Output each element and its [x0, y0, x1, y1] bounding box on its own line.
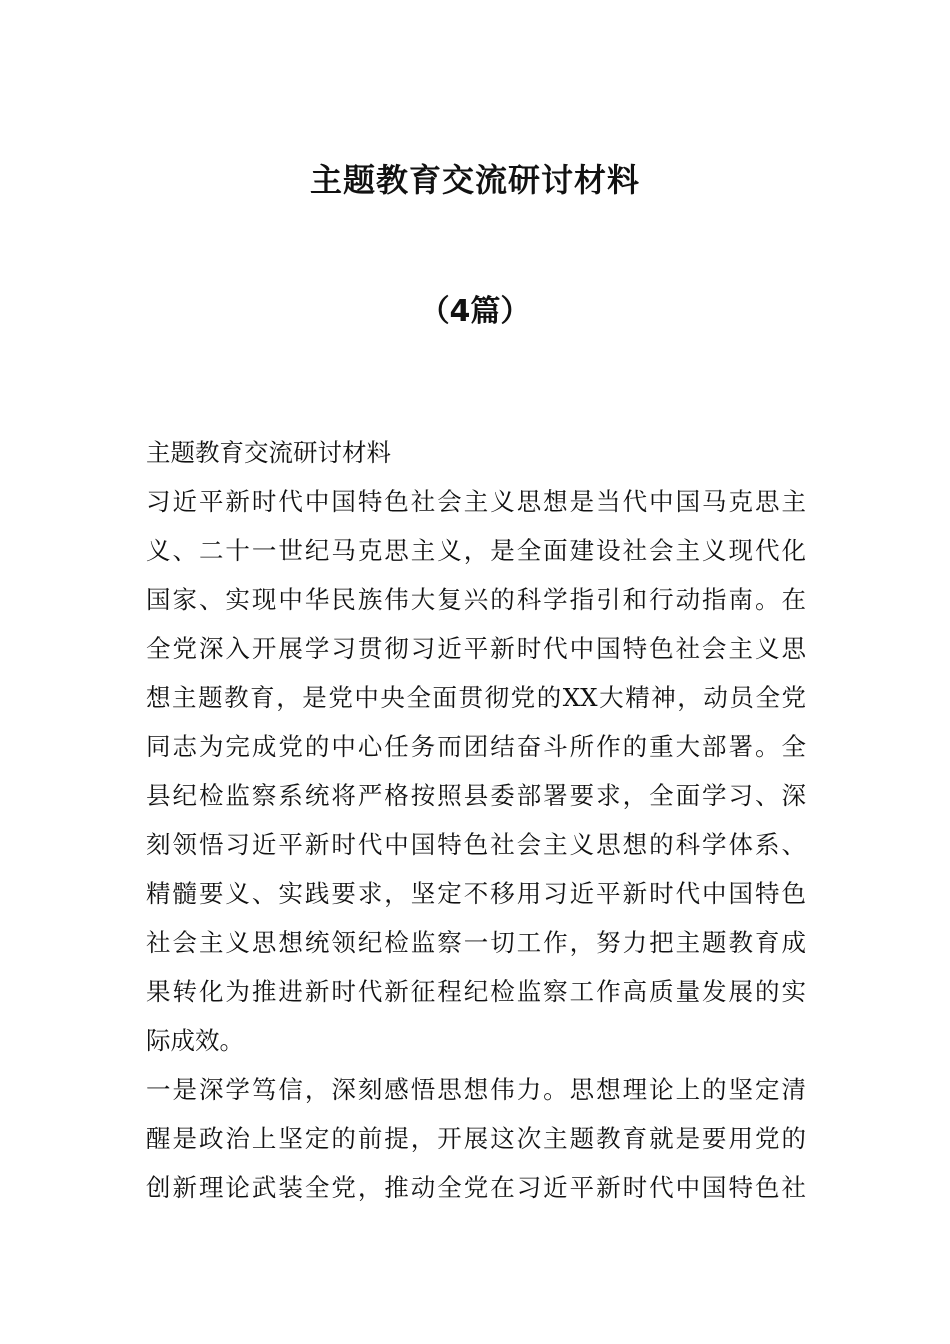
document-body: [146, 428, 806, 1212]
paragraph-line: 果转化为推进新时代新征程纪检监察工作高质量发展的实: [146, 977, 806, 1006]
paragraph-line: 想主题教育，是党中央全面贯彻党的XX大精神，动员全党: [146, 683, 806, 712]
document-subtitle: （4篇）: [419, 294, 531, 329]
section-heading: 主题教育交流研讨材料: [146, 438, 391, 467]
paragraph-line: 县纪检监察系统将严格按照县委部署要求，全面学习、深: [146, 781, 806, 810]
paragraph-line: 创新理论武装全党，推动全党在习近平新时代中国特色社: [146, 1173, 806, 1202]
paragraph-line: 同志为完成党的中心任务而团结奋斗所作的重大部署。全: [146, 732, 806, 761]
paragraph-line: 精髓要义、实践要求，坚定不移用习近平新时代中国特色: [146, 879, 806, 908]
paragraph-line: 际成效。: [146, 1026, 244, 1055]
document-title: 主题教育交流研讨材料: [309, 161, 640, 199]
paragraph-line: 醒是政治上坚定的前提，开展这次主题教育就是要用党的: [146, 1124, 806, 1153]
paragraph-line: 一是深学笃信，深刻感悟思想伟力。思想理论上的坚定清: [146, 1075, 806, 1104]
paragraph-line: 义、二十一世纪马克思主义，是全面建设社会主义现代化: [146, 536, 806, 565]
paragraph-1: [146, 477, 806, 1065]
paragraph-line: 国家、实现中华民族伟大复兴的科学指引和行动指南。在: [146, 585, 806, 614]
paragraph-line: 习近平新时代中国特色社会主义思想是当代中国马克思主: [146, 487, 806, 516]
paragraph-line: 刻领悟习近平新时代中国特色社会主义思想的科学体系、: [146, 830, 806, 859]
paragraph-2: [146, 1065, 806, 1212]
paragraph-line: 全党深入开展学习贯彻习近平新时代中国特色社会主义思: [146, 634, 806, 663]
paragraph-line: 社会主义思想统领纪检监察一切工作，努力把主题教育成: [146, 928, 806, 957]
